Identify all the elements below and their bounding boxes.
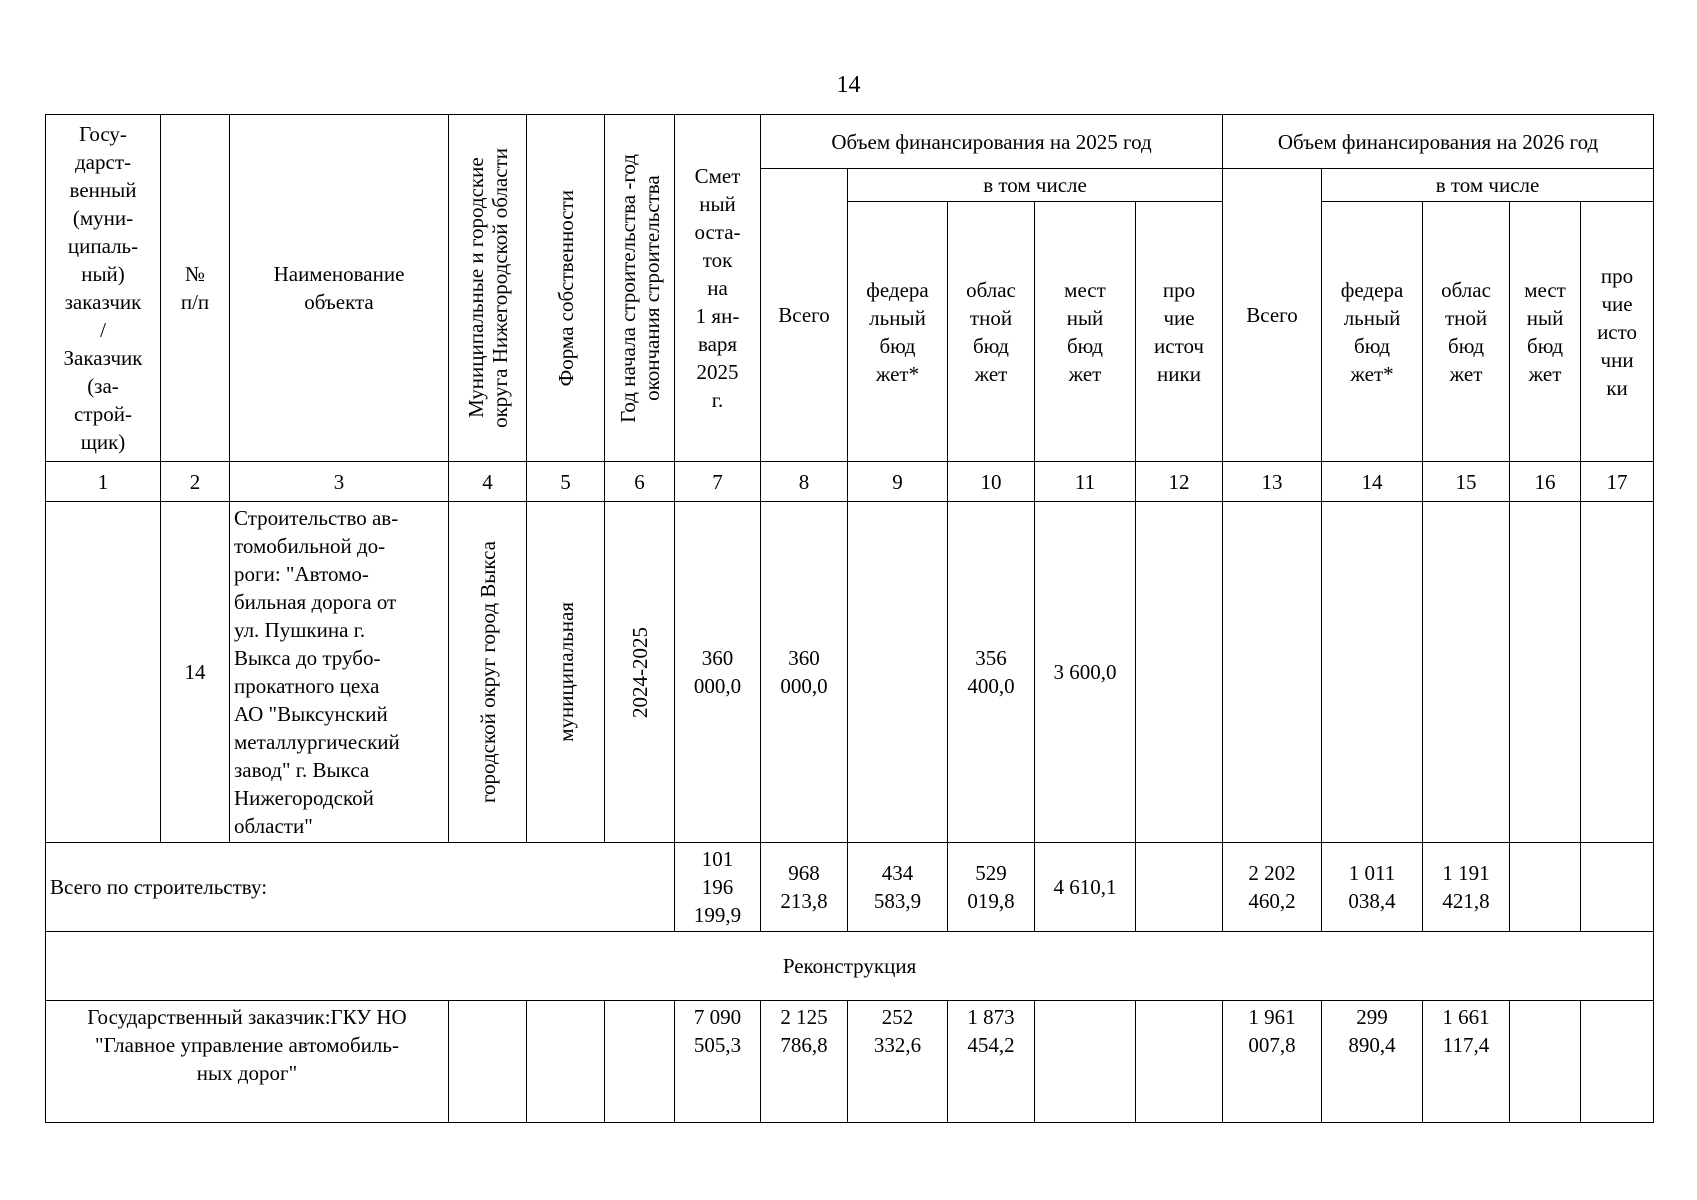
object-ownership-text: муниципальная [553,602,578,742]
header-row-1 [46,115,1654,169]
object-customer [46,502,161,843]
total-other-2025 [1136,843,1223,932]
total-row [46,843,1654,932]
header-financing-2025: Объем финансирования на 2025 год [761,115,1223,169]
header-total-2025: Всего [761,169,848,462]
total-other-2026 [1581,843,1654,932]
object-other-2026 [1581,502,1654,843]
header-years [605,115,675,462]
financing-table [45,114,1654,1123]
customer-local-2026 [1510,1001,1581,1123]
customer-regional-2025: 1 873 454,2 [948,1001,1035,1123]
customer-federal-2025: 252 332,6 [848,1001,948,1123]
object-remainder: 360 000,0 [675,502,761,843]
customer-label: Государственный заказчик:ГКУ НО "Главное управление автомобиль- ных дорог" [46,1001,449,1123]
header-customer: Госу- дарст- венный (муни- ципаль- ный) заказчик / Заказчик (за- строй- щик) [46,115,161,462]
section-row [46,932,1654,1001]
column-number: 11 [1035,462,1136,502]
column-number: 8 [761,462,848,502]
column-number: 5 [527,462,605,502]
object-total-2025: 360 000,0 [761,502,848,843]
total-regional-2025: 529 019,8 [948,843,1035,932]
column-number: 10 [948,462,1035,502]
column-number: 2 [161,462,230,502]
object-other-2025 [1136,502,1223,843]
customer-row [46,1001,1654,1123]
object-local-2025: 3 600,0 [1035,502,1136,843]
object-district [449,502,527,843]
header-other-2026: про чие исто чни ки [1581,202,1654,462]
header-local-2025: мест ный бюд жет [1035,202,1136,462]
customer-other-2025 [1136,1001,1223,1123]
header-other-2025: про чие источ ники [1136,202,1223,462]
column-number: 15 [1423,462,1510,502]
customer-total-2026: 1 961 007,8 [1223,1001,1322,1123]
header-including-2025: в том числе [848,169,1223,202]
header-ownership [527,115,605,462]
total-total-2025: 968 213,8 [761,843,848,932]
customer-other-2026 [1581,1001,1654,1123]
total-regional-2026: 1 191 421,8 [1423,843,1510,932]
total-total-2026: 2 202 460,2 [1223,843,1322,932]
column-number: 4 [449,462,527,502]
customer-ownership [527,1001,605,1123]
customer-district [449,1001,527,1123]
object-regional-2026 [1423,502,1510,843]
object-years-text: 2024-2025 [627,626,652,718]
header-number: № п/п [161,115,230,462]
section-title: Реконструкция [46,932,1654,1001]
object-district-text: городской округ город Выкса [475,540,500,804]
object-years [605,502,675,843]
object-local-2026 [1510,502,1581,843]
customer-local-2025 [1035,1001,1136,1123]
column-number: 6 [605,462,675,502]
object-total-2026 [1223,502,1322,843]
header-total-2026: Всего [1223,169,1322,462]
column-number: 7 [675,462,761,502]
object-federal-2026 [1322,502,1423,843]
header-federal-2025: федера льный бюд жет* [848,202,948,462]
header-district [449,115,527,462]
object-row [46,502,1654,843]
object-federal-2025 [848,502,948,843]
object-regional-2025: 356 400,0 [948,502,1035,843]
total-local-2025: 4 610,1 [1035,843,1136,932]
header-local-2026: мест ный бюд жет [1510,202,1581,462]
customer-regional-2026: 1 661 117,4 [1423,1001,1510,1123]
page-number: 14 [836,72,861,98]
column-number: 3 [230,462,449,502]
total-federal-2025: 434 583,9 [848,843,948,932]
column-number: 14 [1322,462,1423,502]
column-number: 13 [1223,462,1322,502]
column-number: 12 [1136,462,1223,502]
header-district-text: Муниципальные и городские округа Нижегородской области [463,148,512,428]
total-remainder: 101 196 199,9 [675,843,761,932]
header-regional-2025: облас тной бюд жет [948,202,1035,462]
customer-total-2025: 2 125 786,8 [761,1001,848,1123]
header-financing-2026: Объем финансирования на 2026 год [1223,115,1654,169]
object-number: 14 [161,502,230,843]
total-local-2026 [1510,843,1581,932]
object-ownership [527,502,605,843]
header-remainder: Смет ный оста- ток на 1 ян- варя 2025 г. [675,115,761,462]
column-number: 16 [1510,462,1581,502]
column-number: 17 [1581,462,1654,502]
column-number-row [46,462,1654,502]
total-federal-2026: 1 011 038,4 [1322,843,1423,932]
total-label: Всего по строительству: [46,843,675,932]
header-ownership-text: Форма собственности [553,189,578,387]
customer-years [605,1001,675,1123]
customer-federal-2026: 299 890,4 [1322,1001,1423,1123]
header-years-text: Год начала строительства -год окончания строительства [615,153,664,423]
column-number: 1 [46,462,161,502]
header-federal-2026: федера льный бюд жет* [1322,202,1423,462]
header-object-name: Наименование объекта [230,115,449,462]
header-including-2026: в том числе [1322,169,1654,202]
object-name: Строительство ав- томобильной до- роги: "Автомо- бильная дорога от ул. Пушкина г. Выкса до трубо- прокатного цеха АО "Выксунский металлургический завод" г. Выкса Нижегородской области" [230,502,449,843]
column-number: 9 [848,462,948,502]
customer-remainder: 7 090 505,3 [675,1001,761,1123]
header-regional-2026: облас тной бюд жет [1423,202,1510,462]
